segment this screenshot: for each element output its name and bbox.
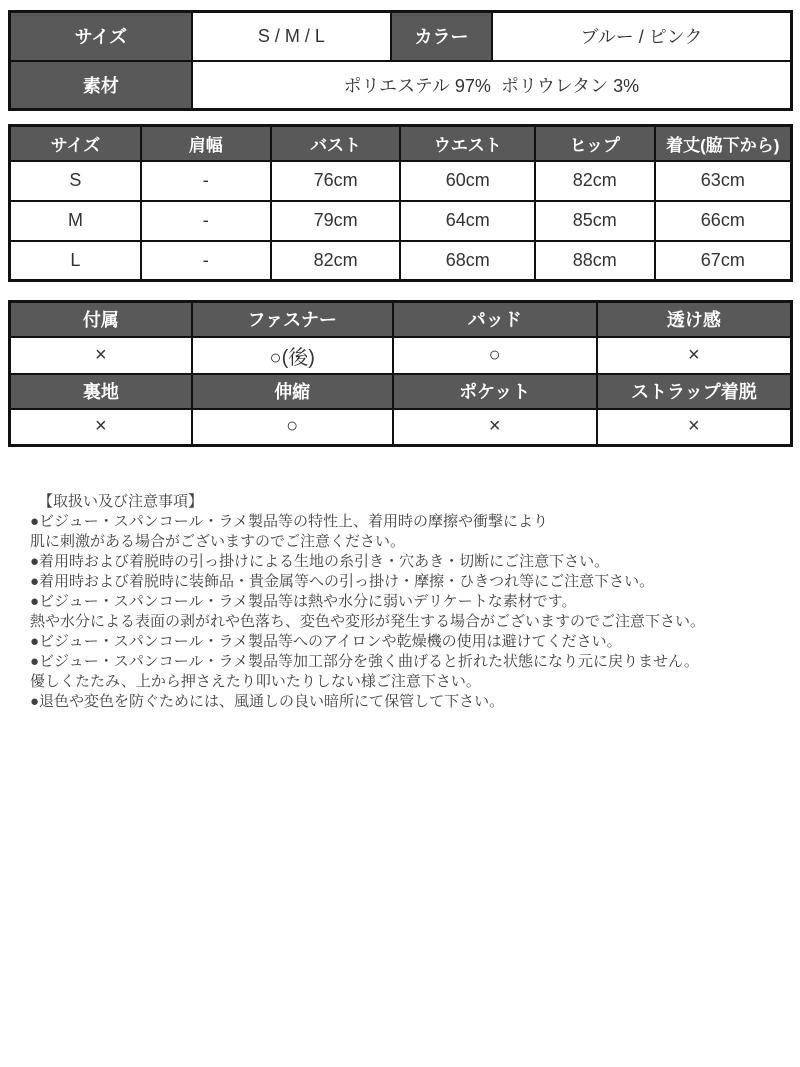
measurements-table bbox=[8, 124, 793, 282]
cell-stretch: ○ bbox=[192, 409, 393, 446]
table-row-size-m bbox=[10, 201, 792, 241]
cell-hip: 88cm bbox=[535, 241, 655, 281]
measurements-header-row bbox=[10, 126, 792, 161]
col-header-waist: ウエスト bbox=[400, 126, 535, 161]
cell-bust: 79cm bbox=[271, 201, 401, 241]
info-row-material bbox=[10, 61, 792, 110]
features-header-row-2 bbox=[10, 374, 792, 409]
col-header-strap: ストラップ着脱 bbox=[597, 374, 792, 409]
cell-length: 67cm bbox=[655, 241, 792, 281]
care-note-line: ●ビジュー・スパンコール・ラメ製品等へのアイロンや乾燥機の使用は避けてください。 bbox=[30, 633, 622, 650]
product-info-table bbox=[8, 10, 793, 111]
cell-fastener: ○(後) bbox=[192, 337, 393, 374]
color-label-cell: カラー bbox=[391, 12, 492, 61]
col-header-size: サイズ bbox=[10, 126, 141, 161]
material-value-cell: ポリエステル 97% ポリウレタン 3% bbox=[192, 61, 792, 110]
care-note-line: ●着用時および着脱時の引っ掛けによる生地の糸引き・穴あき・切断にご注意下さい。 bbox=[30, 553, 610, 570]
care-note-line: 優しくたたみ、上から押さえたり叩いたりしない様ご注意下さい。 bbox=[30, 673, 481, 690]
care-note-line: ●ビジュー・スパンコール・ラメ製品等の特性上、着用時の摩擦や衝撃により bbox=[30, 513, 549, 530]
material-label-cell: 素材 bbox=[10, 61, 192, 110]
info-row-size-color bbox=[10, 12, 792, 61]
col-header-shoulder: 肩幅 bbox=[141, 126, 271, 161]
cell-shoulder: - bbox=[141, 201, 271, 241]
cell-size: S bbox=[10, 161, 141, 201]
cell-accessories: × bbox=[10, 337, 192, 374]
cell-bust: 76cm bbox=[271, 161, 401, 201]
features-value-row-1 bbox=[10, 337, 792, 374]
table-row-size-l bbox=[10, 241, 792, 281]
cell-size: L bbox=[10, 241, 141, 281]
cell-shoulder: - bbox=[141, 241, 271, 281]
care-note-line: ●ビジュー・スパンコール・ラメ製品等加工部分を強く曲げると折れた状態になり元に戻りません。 bbox=[30, 653, 699, 670]
cell-hip: 85cm bbox=[535, 201, 655, 241]
features-value-row-2 bbox=[10, 409, 792, 446]
cell-length: 66cm bbox=[655, 201, 792, 241]
col-header-fastener: ファスナー bbox=[192, 302, 393, 337]
cell-pad: ○ bbox=[393, 337, 597, 374]
col-header-accessories: 付属 bbox=[10, 302, 192, 337]
cell-sheerness: × bbox=[597, 337, 792, 374]
cell-waist: 68cm bbox=[400, 241, 535, 281]
cell-bust: 82cm bbox=[271, 241, 401, 281]
cell-pocket: × bbox=[393, 409, 597, 446]
cell-strap: × bbox=[597, 409, 792, 446]
col-header-bust: バスト bbox=[271, 126, 401, 161]
features-table bbox=[8, 300, 793, 447]
care-note-line: ●ビジュー・スパンコール・ラメ製品等は熱や水分に弱いデリケートな素材です。 bbox=[30, 593, 577, 610]
size-label-cell: サイズ bbox=[10, 12, 192, 61]
cell-length: 63cm bbox=[655, 161, 792, 201]
care-notes-title: 【取扱い及び注意事項】 bbox=[38, 493, 204, 510]
col-header-lining: 裏地 bbox=[10, 374, 192, 409]
col-header-pocket: ポケット bbox=[393, 374, 597, 409]
cell-waist: 60cm bbox=[400, 161, 535, 201]
color-value-cell: ブルー / ピンク bbox=[492, 12, 792, 61]
cell-lining: × bbox=[10, 409, 192, 446]
cell-hip: 82cm bbox=[535, 161, 655, 201]
size-value-cell: S / M / L bbox=[192, 12, 391, 61]
table-row-size-s bbox=[10, 161, 792, 201]
care-note-line: 肌に刺激がある場合がございますのでご注意ください。 bbox=[30, 533, 406, 550]
col-header-hip: ヒップ bbox=[535, 126, 655, 161]
cell-size: M bbox=[10, 201, 141, 241]
features-header-row-1 bbox=[10, 302, 792, 337]
col-header-length: 着丈(脇下から) bbox=[655, 126, 792, 161]
care-note-line: 熱や水分による表面の剥がれや色落ち、変色や変形が発生する場合がございますのでご注意下さい。 bbox=[30, 613, 706, 630]
care-notes-section bbox=[30, 492, 800, 712]
cell-shoulder: - bbox=[141, 161, 271, 201]
cell-waist: 64cm bbox=[400, 201, 535, 241]
col-header-stretch: 伸縮 bbox=[192, 374, 393, 409]
care-note-line: ●着用時および着脱時に装飾品・貴金属等への引っ掛け・摩擦・ひきつれ等にご注意下さい。 bbox=[30, 573, 655, 590]
care-note-line: ●退色や変色を防ぐためには、風通しの良い暗所にて保管して下さい。 bbox=[30, 693, 505, 710]
col-header-sheerness: 透け感 bbox=[597, 302, 792, 337]
col-header-pad: パッド bbox=[393, 302, 597, 337]
